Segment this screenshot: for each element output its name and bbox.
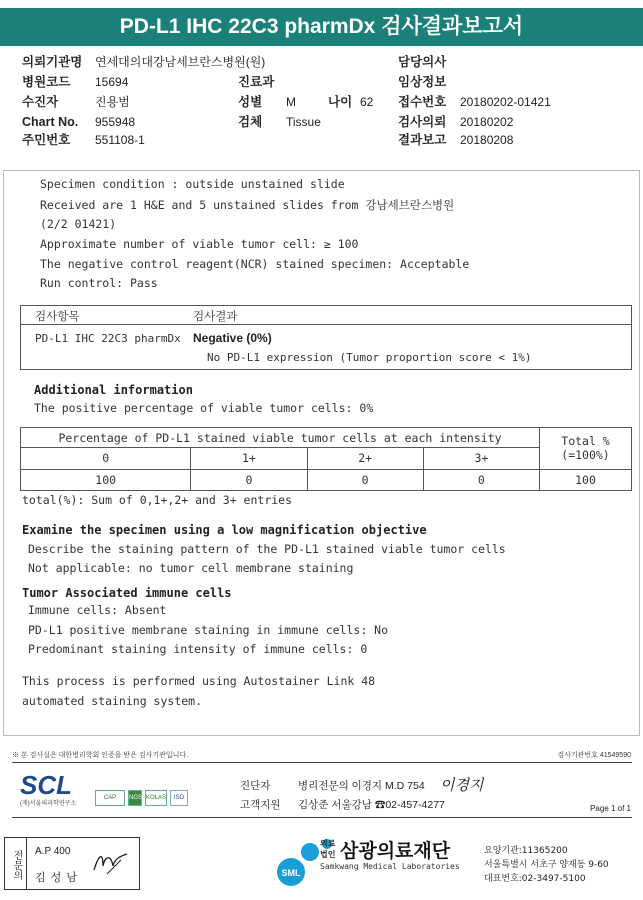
total-note: total(%): Sum of 0,1+,2+ and 3+ entries	[22, 493, 293, 507]
additional-text: The positive percentage of viable tumor cells: 0%	[34, 401, 374, 415]
hospital-code: 15694	[95, 75, 129, 89]
receipt-no: 20180202-01421	[460, 95, 551, 109]
received-line-2: (2/2 01421)	[40, 217, 117, 231]
sml-phone: 대표번호:02-3497-5100	[484, 874, 586, 884]
specimen-label: 검체	[238, 115, 263, 129]
chart-no: 955948	[95, 115, 136, 129]
examine-line-2: Not applicable: no tumor cell membrane staining	[28, 561, 354, 575]
immune-line-1: Immune cells: Absent	[28, 603, 167, 617]
institution-cert-no: 검사기관번호 41549590	[557, 752, 631, 759]
total-header	[540, 428, 632, 470]
hospital-code-label: 병원코드	[22, 75, 71, 89]
specimen: Tissue	[286, 115, 321, 129]
sml-code: 요양기관:11365200	[484, 846, 568, 856]
intensity-3-label: 3+	[423, 448, 539, 469]
request-date: 20180202	[460, 115, 514, 129]
total-header-2: (=100%)	[561, 448, 610, 463]
immune-line-2: PD-L1 positive membrane staining in immune cells: No	[28, 623, 389, 637]
additional-title: Additional information	[34, 383, 193, 397]
recipient: 진용범	[95, 95, 130, 109]
patient-info	[0, 52, 643, 152]
intensity-1-label: 1+	[191, 448, 307, 469]
customer-support: 김상준 서울강남 ☎02-457-4277	[298, 799, 445, 811]
total-header-1: Total %	[561, 434, 610, 449]
footer-divider-bottom	[12, 817, 632, 818]
sml-address: 서울특별시 서초구 양재동 9-60	[484, 860, 609, 870]
examine-line-1: Describe the staining pattern of the PD-L1 stained viable tumor cells	[28, 542, 506, 556]
immune-title: Tumor Associated immune cells	[22, 586, 232, 600]
intensity-table	[20, 427, 632, 491]
recipient-label: 수진자	[22, 95, 59, 109]
age: 62	[360, 95, 374, 109]
sml-name: 삼광의료재단	[340, 841, 451, 862]
pathologist: 병리전문의 이경지 M.D 754	[298, 780, 425, 792]
run-control: Run control: Pass	[40, 276, 158, 290]
age-label: 나이	[328, 95, 353, 109]
report-date-label: 결과보고	[398, 133, 447, 147]
id-no: 551108-1	[95, 133, 145, 147]
col-item: 검사항목	[35, 309, 80, 323]
sex: M	[286, 95, 296, 109]
page-number: Page 1 of 1	[590, 804, 631, 813]
receipt-no-label: 접수번호	[398, 95, 447, 109]
intensity-0-value: 100	[21, 469, 191, 490]
specimen-condition: Specimen condition : outside unstained slide	[40, 177, 345, 191]
intensity-3-value: 0	[423, 469, 539, 490]
cap-logo: CAP	[95, 790, 125, 806]
col-result: 검사결과	[193, 309, 238, 323]
process-line-1: This process is performed using Autostainer Link 48	[22, 674, 376, 688]
stamp-name: 김 성 남	[35, 872, 78, 884]
attending-label: 담당의사	[398, 55, 447, 69]
received-line-1: Received are 1 H&E and 5 unstained slides from 강남세브란스병원	[40, 198, 455, 212]
sex-label: 성별	[238, 95, 263, 109]
intensity-2-label: 2+	[307, 448, 423, 469]
total-value: 100	[540, 469, 632, 490]
result-table-header	[21, 306, 631, 325]
test-item: PD-L1 IHC 22C3 pharmDx	[35, 332, 181, 345]
department-label: 진료과	[238, 75, 275, 89]
requesting-institution: 연세대의대강남세브란스병원(원)	[95, 55, 266, 69]
viable-tumor-count: Approximate number of viable tumor cell: ≥ 100	[40, 237, 359, 251]
sml-subtitle: Samkwang Medical Laboratories	[320, 862, 460, 871]
test-result-detail: No PD-L1 expression (Tumor proportion score < 1%)	[207, 351, 532, 364]
ngsp-logo: NGSP	[128, 790, 142, 806]
intensity-2-value: 0	[307, 469, 423, 490]
stamp-side-label: 전문의	[5, 838, 27, 889]
clinical-info-label: 임상정보	[398, 75, 447, 89]
id-no-label: 주민번호	[22, 133, 71, 147]
sml-logo-text: SML	[281, 868, 301, 878]
corp-label-1: 의료	[320, 839, 336, 848]
stamp-signature-mark	[91, 848, 131, 878]
stamp-ap: A.P 400	[35, 846, 71, 857]
scl-subtitle: (재)서울의과학연구소	[20, 801, 77, 807]
iso-logo: ISO	[170, 790, 188, 806]
report-content	[3, 170, 640, 736]
footer-divider	[12, 762, 632, 763]
result-table	[20, 305, 632, 370]
report-date: 20180208	[460, 133, 514, 147]
process-line-2: automated staining system.	[22, 694, 203, 708]
test-result: Negative (0%)	[193, 331, 272, 345]
scl-logo: SCL	[20, 770, 72, 800]
chart-no-label: Chart No.	[22, 115, 79, 129]
request-date-label: 검사의뢰	[398, 115, 447, 129]
support-label: 고객지원	[240, 799, 281, 811]
ncr-result: The negative control reagent(NCR) stained specimen: Acceptable	[40, 257, 470, 271]
accreditation-note: ※ 본 검사실은 대한병리학회 인증을 받은 검사기관입니다.	[12, 752, 189, 759]
specialist-stamp	[4, 837, 140, 890]
intensity-table-header: Percentage of PD-L1 stained viable tumor cells at each intensity	[21, 428, 540, 448]
intensity-0-label: 0	[21, 448, 191, 469]
pathologist-signature: 이경지	[440, 776, 484, 794]
report-title: PD-L1 IHC 22C3 pharmDx 검사결과보고서	[0, 8, 643, 46]
examine-title: Examine the specimen using a low magnification objective	[22, 523, 427, 537]
requesting-institution-label: 의뢰기관명	[22, 55, 83, 69]
pathologist-label: 진단자	[240, 780, 271, 792]
kolas-logo: KOLAS	[145, 790, 167, 806]
corp-label-2: 법인	[320, 850, 336, 859]
immune-line-3: Predominant staining intensity of immune cells: 0	[28, 642, 368, 656]
intensity-1-value: 0	[191, 469, 307, 490]
